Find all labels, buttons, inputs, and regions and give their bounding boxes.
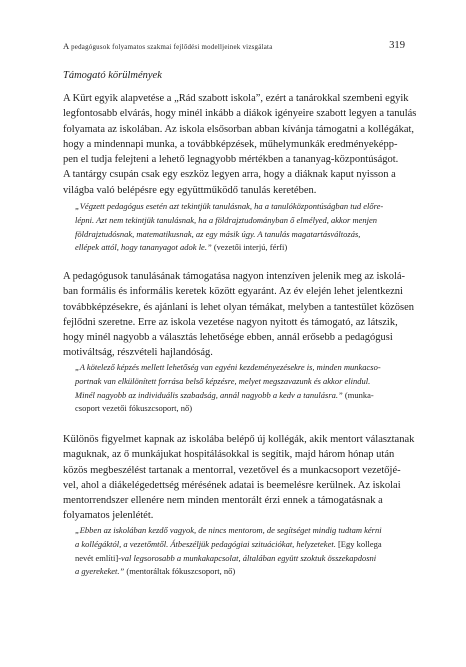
quote-line	[75, 389, 406, 403]
quote-line	[75, 552, 406, 566]
quote-3	[75, 524, 406, 579]
quote-line: „Végzett pedagógus esetén azt tekintjük tanulásnak, ha a tanulóközpontúságban tud előre-	[75, 201, 384, 211]
paragraph-line: A pedagógusok tanulásának támogatása nagyon intenzíven jelenik meg az iskolá-	[63, 271, 406, 282]
quote-aside: [Egy kollega	[335, 538, 382, 549]
quote-line: „Ebben az iskolában kezdő vagyok, de nincs mentorom, de segítséget mindig tudtam kérni	[75, 525, 382, 535]
paragraph-line: ban formális és informális keretek között egyaránt. Az év elején lehet jelentkezni	[63, 286, 403, 298]
quote-line: „A kötelező képzés mellett lehetőség van egyéni kezdeményezésekre is, minden munkacso-	[75, 362, 381, 372]
paragraph-line: Különös figyelmet kapnak az iskolába belépő új kollégák, akik mentort választanak	[63, 434, 415, 445]
paragraph-3	[63, 432, 415, 524]
paragraph-line: hogy a mindennapi munka, a továbbképzések, műhelymunkák eredményeképp-	[63, 138, 398, 150]
quote-line	[75, 538, 406, 552]
quote-1	[75, 200, 406, 255]
quote-attribution: (munka-	[342, 389, 374, 400]
running-header-initial: A	[63, 41, 69, 51]
paragraph-line: fejlődni szeretne. Erre az iskola vezetése nagyon nyitott és támogató, az látszik,	[63, 316, 398, 328]
paragraph-line: vel, ahol a diákelégedettség mérésének adatai is beemelésre kerülnek. Az iskolai	[63, 479, 401, 491]
paragraph-line: folyamata az iskolában. Az iskola elsősorban abban kívánja támogatni a kollégákat,	[63, 123, 415, 135]
paragraph-line: A tantárgy csupán csak egy eszköz legyen arra, hogy a diáknak kaput nyisson a	[63, 169, 396, 181]
page-number: 319	[389, 40, 405, 51]
section-heading: Támogató körülmények	[63, 70, 162, 81]
paragraph-1	[63, 91, 417, 198]
quote-attribution-line: csoport vezetői fókuszcsoport, nő)	[75, 403, 193, 414]
quote-text: -val legsorosabb a munkakapcsolat, általában együtt szoktuk összekapdosni	[118, 552, 377, 563]
paragraph-line: pen el tudja felejteni a lehető legnagyobb mértékben a tananyag-központúságot.	[63, 154, 399, 166]
paragraph-line: közös megbeszélést tartanak a mentorral, vezetővel és a munkacsoport vezetőjé-	[63, 464, 401, 476]
running-header	[63, 41, 405, 55]
quote-line: földrajztudósnak, matematikusnak, az egy másik úgy. A tanulás magatartásváltozás,	[75, 228, 361, 239]
paragraph-line: mentorrendszer ellenére nem minden mentorált érzi ennek a támogatásnak a	[63, 495, 383, 507]
paragraph-2	[63, 269, 415, 361]
quote-line: portnak van elkülönített forrása belső képzésre, melyet megszavazunk és akkor elindul.	[75, 375, 371, 386]
quote-text: a kollégáktól, a vezetőmtől. Átbeszéljük pedagógiai szituációkat, helyzeteket.	[75, 538, 336, 549]
paragraph-line: motiváltság, részvételi hajlandóság.	[63, 347, 213, 359]
quote-2	[75, 361, 406, 416]
running-header-title	[63, 41, 273, 51]
quote-line: lépni. Azt nem tekintjük tanulásnak, ha a földrajztudományban ő elmélyed, akkor menjen	[75, 214, 378, 225]
quote-text: a gyerekeket.”	[75, 566, 125, 577]
quote-text: Minél nagyobb az individuális szabadság, annál nagyobb a kedv a tanulásra.”	[75, 389, 343, 400]
quote-aside: nevét említi]	[75, 552, 119, 563]
quote-attribution: (mentoráltak fókuszcsoport, nő)	[124, 566, 236, 577]
paragraph-line: A Kürt egyik alapvetése a „Rád szabott iskola”, ezért a tanárokkal szembeni egyik	[63, 93, 409, 104]
paragraph-line: továbbképzésekre, és ajánlani is lehet olyan témákat, melyben a tantestület közösen	[63, 301, 415, 313]
running-header-text: pedagógusok folyamatos szakmai fejlődési modelljeinek vizsgálata	[71, 44, 273, 51]
paragraph-line: maguknak, az ő munkájukat hospitálásokkal is segítik, majd három hónap után	[63, 449, 395, 461]
paragraph-line: legfontosabb elvárás, hogy minél inkább a diákok igényeire szabott legyen a tanulás	[63, 108, 417, 120]
paragraph-line: hogy minél nagyobb a választás lehetősége ebben, annál erősebb a pedagógusi	[63, 332, 393, 344]
quote-line	[75, 565, 406, 579]
paragraph-line: folyamatos jelenlétét.	[63, 510, 154, 522]
quote-text: ellépek attól, hogy tananyagot adok le.”	[75, 242, 212, 253]
paragraph-line: világba való belépésre egy együttműködő tanulás keretében.	[63, 184, 317, 196]
quote-line	[75, 241, 406, 255]
quote-attribution: (vezetői interjú, férfi)	[211, 242, 288, 253]
